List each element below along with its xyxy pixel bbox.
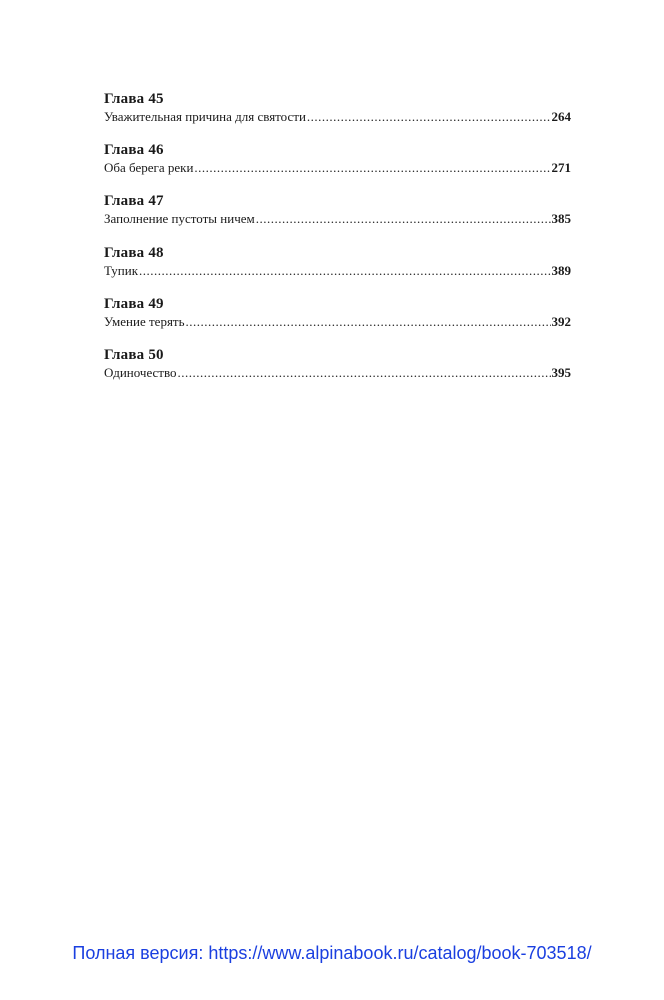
toc-row: [104, 210, 571, 228]
toc-entry-48[interactable]: [104, 244, 571, 295]
dot-leader: [307, 108, 551, 126]
full-version-link[interactable]: Полная версия: https://www.alpinabook.ru/catalog/book-703518/: [72, 943, 592, 963]
dot-leader: [256, 210, 551, 228]
toc-row: [104, 313, 571, 331]
page-number: 385: [551, 211, 571, 227]
page-number: 395: [551, 364, 571, 380]
chapter-heading: Глава 50: [104, 346, 164, 363]
toc-entry-50[interactable]: [104, 346, 571, 397]
dot-leader: [194, 159, 550, 177]
toc-row: [104, 262, 571, 280]
chapter-heading: Глава 46: [104, 142, 164, 159]
toc-entry-46[interactable]: [104, 141, 571, 192]
table-of-contents: [104, 90, 571, 397]
toc-entry-45[interactable]: [104, 90, 571, 141]
chapter-title: Одиночество: [104, 364, 177, 380]
chapter-heading: Глава 45: [104, 91, 164, 107]
toc-row: [104, 108, 571, 126]
page-number: 271: [551, 160, 571, 176]
toc-row: [104, 364, 571, 382]
toc-entry-49[interactable]: [104, 295, 571, 346]
chapter-title: Заполнение пустоты ничем: [104, 211, 255, 227]
chapter-title: Оба берега реки: [104, 160, 194, 176]
dot-leader: [186, 313, 551, 331]
chapter-title: Умение терять: [104, 313, 185, 329]
chapter-title: Уважительная причина для святости: [104, 109, 306, 124]
toc-row: [104, 159, 571, 177]
chapter-heading: Глава 49: [104, 295, 164, 312]
dot-leader: [139, 262, 550, 280]
chapter-title: Тупик: [104, 262, 139, 278]
page-number: 389: [551, 262, 571, 278]
toc-entry-47[interactable]: [104, 192, 571, 243]
page-number: 392: [551, 313, 571, 329]
chapter-heading: Глава 48: [104, 244, 164, 261]
dot-leader: [178, 364, 551, 382]
page-number: 264: [551, 109, 571, 124]
chapter-heading: Глава 47: [104, 193, 164, 210]
